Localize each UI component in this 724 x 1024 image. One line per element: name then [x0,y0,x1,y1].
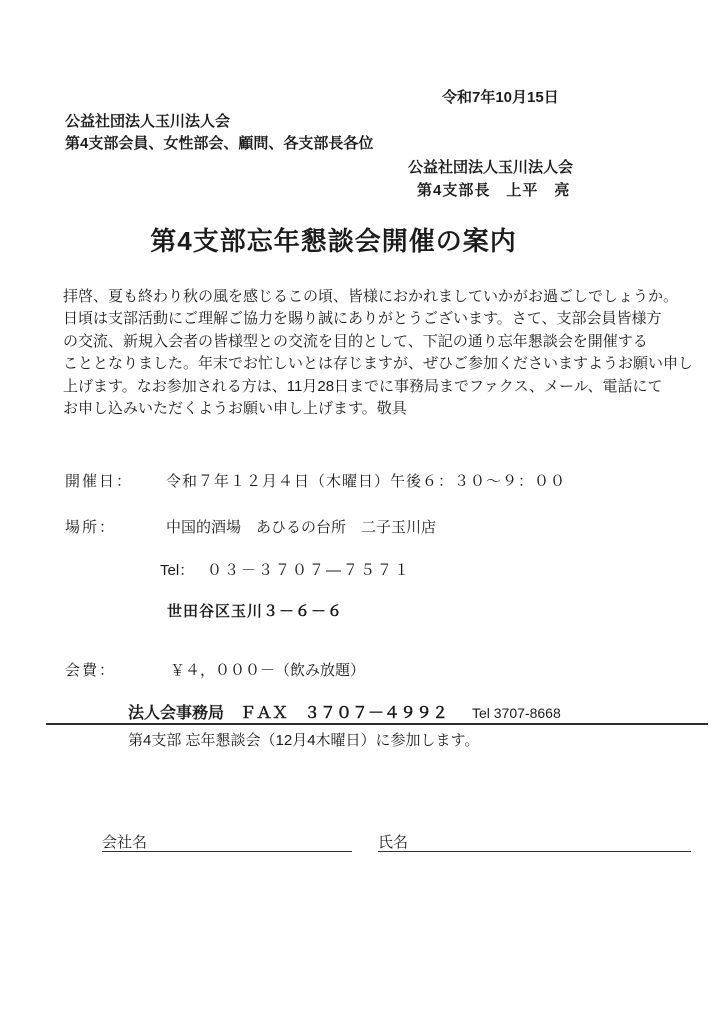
body-line: 上げます。なお参加される方は、11月28日までに事務局までファクス、メール、電話にて [63,377,663,395]
sender-person: 第4支部長 上平 亮 [417,182,571,199]
document-title: 第4支部忘年懇談会開催の案内 [150,226,517,256]
recipient-org: 公益社団法人玉川法人会 [65,113,231,130]
reply-statement: 第4支部 忘年懇談会（12月4木曜日）に参加します。 [128,732,480,749]
reply-slip-separator [46,723,708,725]
sender-org: 公益社団法人玉川法人会 [408,159,574,176]
fee-label: 会費： [65,662,117,679]
event-date-value: 令和７年１２月４日（木曜日）午後６：３０～９：００ [166,473,567,490]
body-line: お申し込みいただくようお願い申し上げます。敬具 [63,400,407,418]
event-date-label: 開催日： [65,473,134,490]
body-line: 拝啓、夏も終わり秋の風を感じるこの頃、皆様におかれましていかがお過ごしでしょうか。 [63,288,679,305]
office-contact-row [128,700,561,723]
venue-address: 世田谷区玉川３－６－６ [167,603,344,620]
venue-tel-label: Tel： [160,562,195,579]
person-name-label: 氏名 [378,834,409,851]
recipient-addressees: 第4支部会員、女性部会、顧問、各支部長各位 [65,135,374,152]
venue-label: 場所： [65,519,117,536]
venue-tel-value: ０３－３７０７—７５７１ [207,562,412,579]
office-name-fax: 法人会事務局 ＦＡＸ ３７０７－４９９２ [128,705,449,722]
company-name-field [102,831,352,852]
body-line: 日頃は支部活動にご理解ご協力を賜り誠にありがとうございます。さて、支部会員皆様方 [63,310,662,328]
venue-value: 中国的酒場 あひるの台所 二子玉川店 [166,519,437,536]
greeting-paragraph [63,286,694,420]
body-line: の交流、新規入会者の皆様型との交流を目的として、下記の通り忘年懇談会を開催する [63,332,648,350]
fee-value: ￥４，０００－（飲み放題） [170,662,366,679]
person-name-field [378,831,691,852]
office-tel: Tel 3707-8668 [472,705,561,721]
issued-date: 令和7年10月15日 [442,89,559,106]
company-name-label: 会社名 [102,834,148,851]
body-line: こととなりました。年末でお忙しいとは存じますが、ぜひご参加くださいますようお願い申し [63,355,694,373]
